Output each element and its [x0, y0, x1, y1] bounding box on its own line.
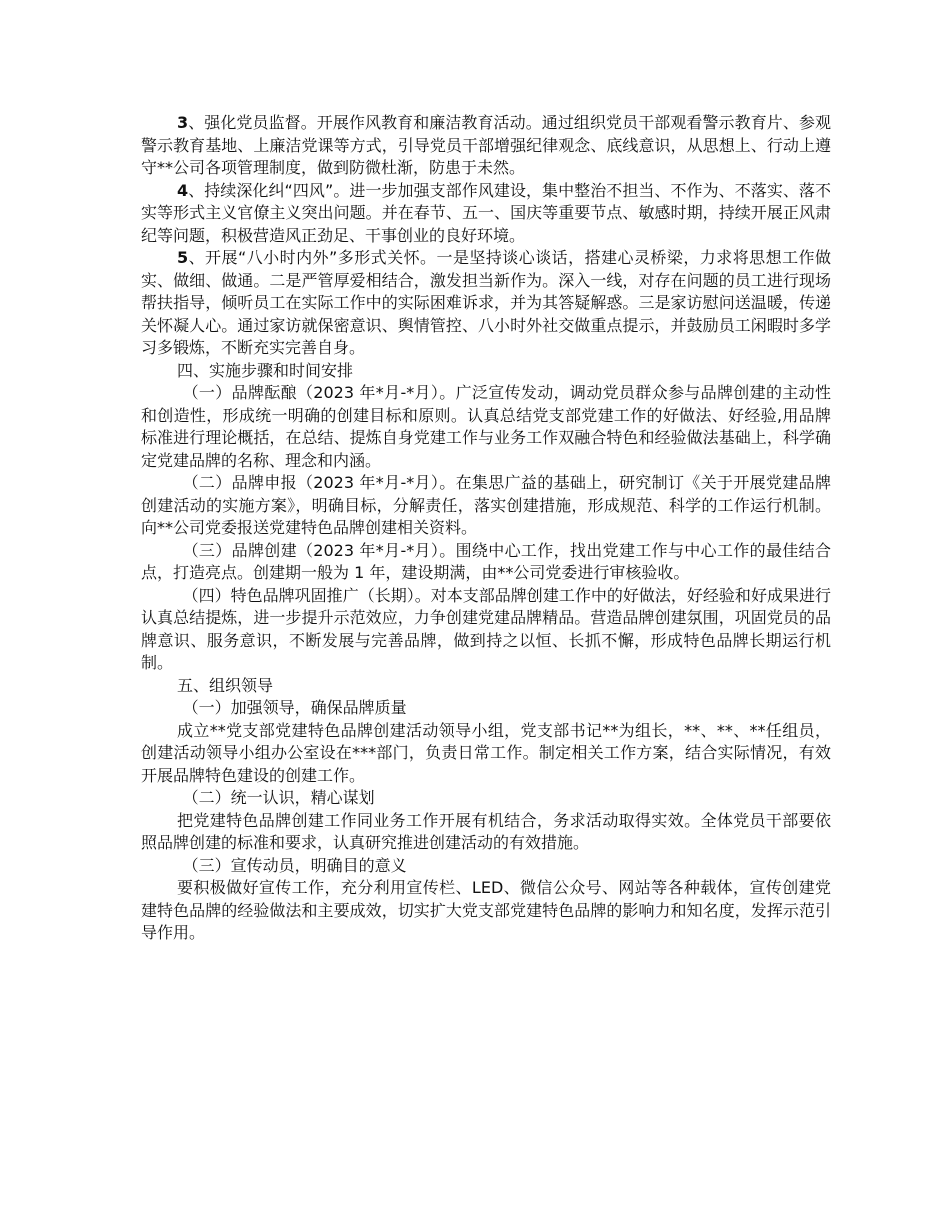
step-paragraph: （四）特色品牌巩固推广（长期）。对本支部品牌创建工作中的好做法，好经验和好成果进行认真总结提炼，进一步提升示范效应，力争创建党建品牌精品。营造品牌创建氛围，巩固党员的品牌意识、服务意识，不断发展与完善品牌，做到持之以恒、长抓不懈，形成特色品牌长期运行机制。 — [141, 585, 831, 672]
measure-body: 一是坚持谈心谈话，搭建心灵桥梁，力求将思想工作做实、做细、做通。二是严管厚爱相结合，激发担当新作为。深入一线，对存在问题的员工进行现场帮扶指导，倾听员工在实际工作中的实际困难诉求，并为其答疑解惑。三是家访慰问送温暖，传递关怀凝人心。通过家访就保密意识、舆情管控、八小时外社交做重点提示，并鼓励员工闲暇时多学习多锻炼，不断充实完善自身。 — [141, 248, 831, 357]
step-paragraph: （二）品牌申报（2023 年*月-*月）。在集思广益的基础上，研究制订《关于开展党建品牌创建活动的实施方案》，明确目标，分解责任，落实创建措施，形成规范、科学的工作运行机制。向**公司党委报送党建特色品牌创建相关资料。 — [141, 473, 831, 537]
document-page — [141, 112, 831, 945]
subsection-body: 要积极做好宣传工作，充分利用宣传栏、LED、微信公众号、网站等各种载体，宣传创建党建特色品牌的经验做法和主要成效，切实扩大党支部党建特色品牌的影响力和知名度，发挥示范引导作用。 — [141, 878, 831, 942]
subsection-title: （一）加强领导，确保品牌质量 — [182, 698, 407, 717]
step-paragraph: （三）品牌创建（2023 年*月-*月）。围绕中心工作，找出党建工作与中心工作的最佳结合点，打造亮点。创建期一般为 1 年，建设期满，由**公司党委进行审核验收。 — [141, 540, 831, 582]
measure-number: 5 — [177, 248, 189, 267]
section-heading-4: 四、实施步骤和时间安排 — [177, 360, 354, 380]
subsection-body: 成立**党支部党建特色品牌创建活动领导小组，党支部书记**为组长，**、**、**任组员，创建活动领导小组办公室设在***部门，负责日常工作。制定相关工作方案，结合实际情况，有效开展品牌特色建设的创建工作。 — [141, 720, 831, 785]
measure-title: 、开展“八小时内外”多形式关怀。 — [188, 248, 437, 267]
subsection-body: 把党建特色品牌创建工作同业务工作开展有机结合，务求活动取得实效。全体党员干部要依照品牌创建的标准和要求，认真研究推进创建活动的有效措施。 — [141, 810, 831, 852]
measure-number: 4 — [177, 180, 189, 200]
measure-5 — [141, 247, 831, 360]
measure-title: 、强化党员监督。 — [188, 113, 317, 132]
measure-body: 开展作风教育和廉洁教育活动。通过组织党员干部观看警示教育片、参观警示教育基地、上廉洁党课等方式，引导党员干部增强纪律观念、底线意识，从思想上、行动上遵守**公司各项管理制度，做到防微杜渐，防患于未然。 — [141, 113, 831, 177]
measure-4 — [141, 180, 831, 248]
subsection-title: （二）统一认识，精心谋划 — [182, 788, 375, 807]
measure-number: 3 — [177, 113, 189, 132]
step-paragraph: （一）品牌酝酿（2023 年*月-*月）。广泛宣传发动，调动党员群众参与品牌创建的主动性和创造性，形成统一明确的创建目标和原则。认真总结党支部党建工作的好做法、好经验,用品牌标准进行理论概括，在总结、提炼自身党建工作与业务工作双融合特色和经验做法基础上，科学确定党建品牌的名称、理念和内涵。 — [141, 383, 831, 470]
measure-body: 进一步加强支部作风建设，集中整治不担当、不作为、不落实、落不实等形式主义官僚主义突出问题。并在春节、五一、国庆等重要节点、敏感时期，持续开展正风肃纪等问题，积极营造风正劲足、干事创业的良好环境。 — [141, 180, 831, 245]
subsection-title: （三）宣传动员，明确目的意义 — [182, 855, 407, 875]
measure-title: 、持续深化纠“四风”。 — [188, 180, 350, 200]
measure-3 — [141, 112, 831, 180]
section-heading-5: 五、组织领导 — [177, 675, 274, 695]
